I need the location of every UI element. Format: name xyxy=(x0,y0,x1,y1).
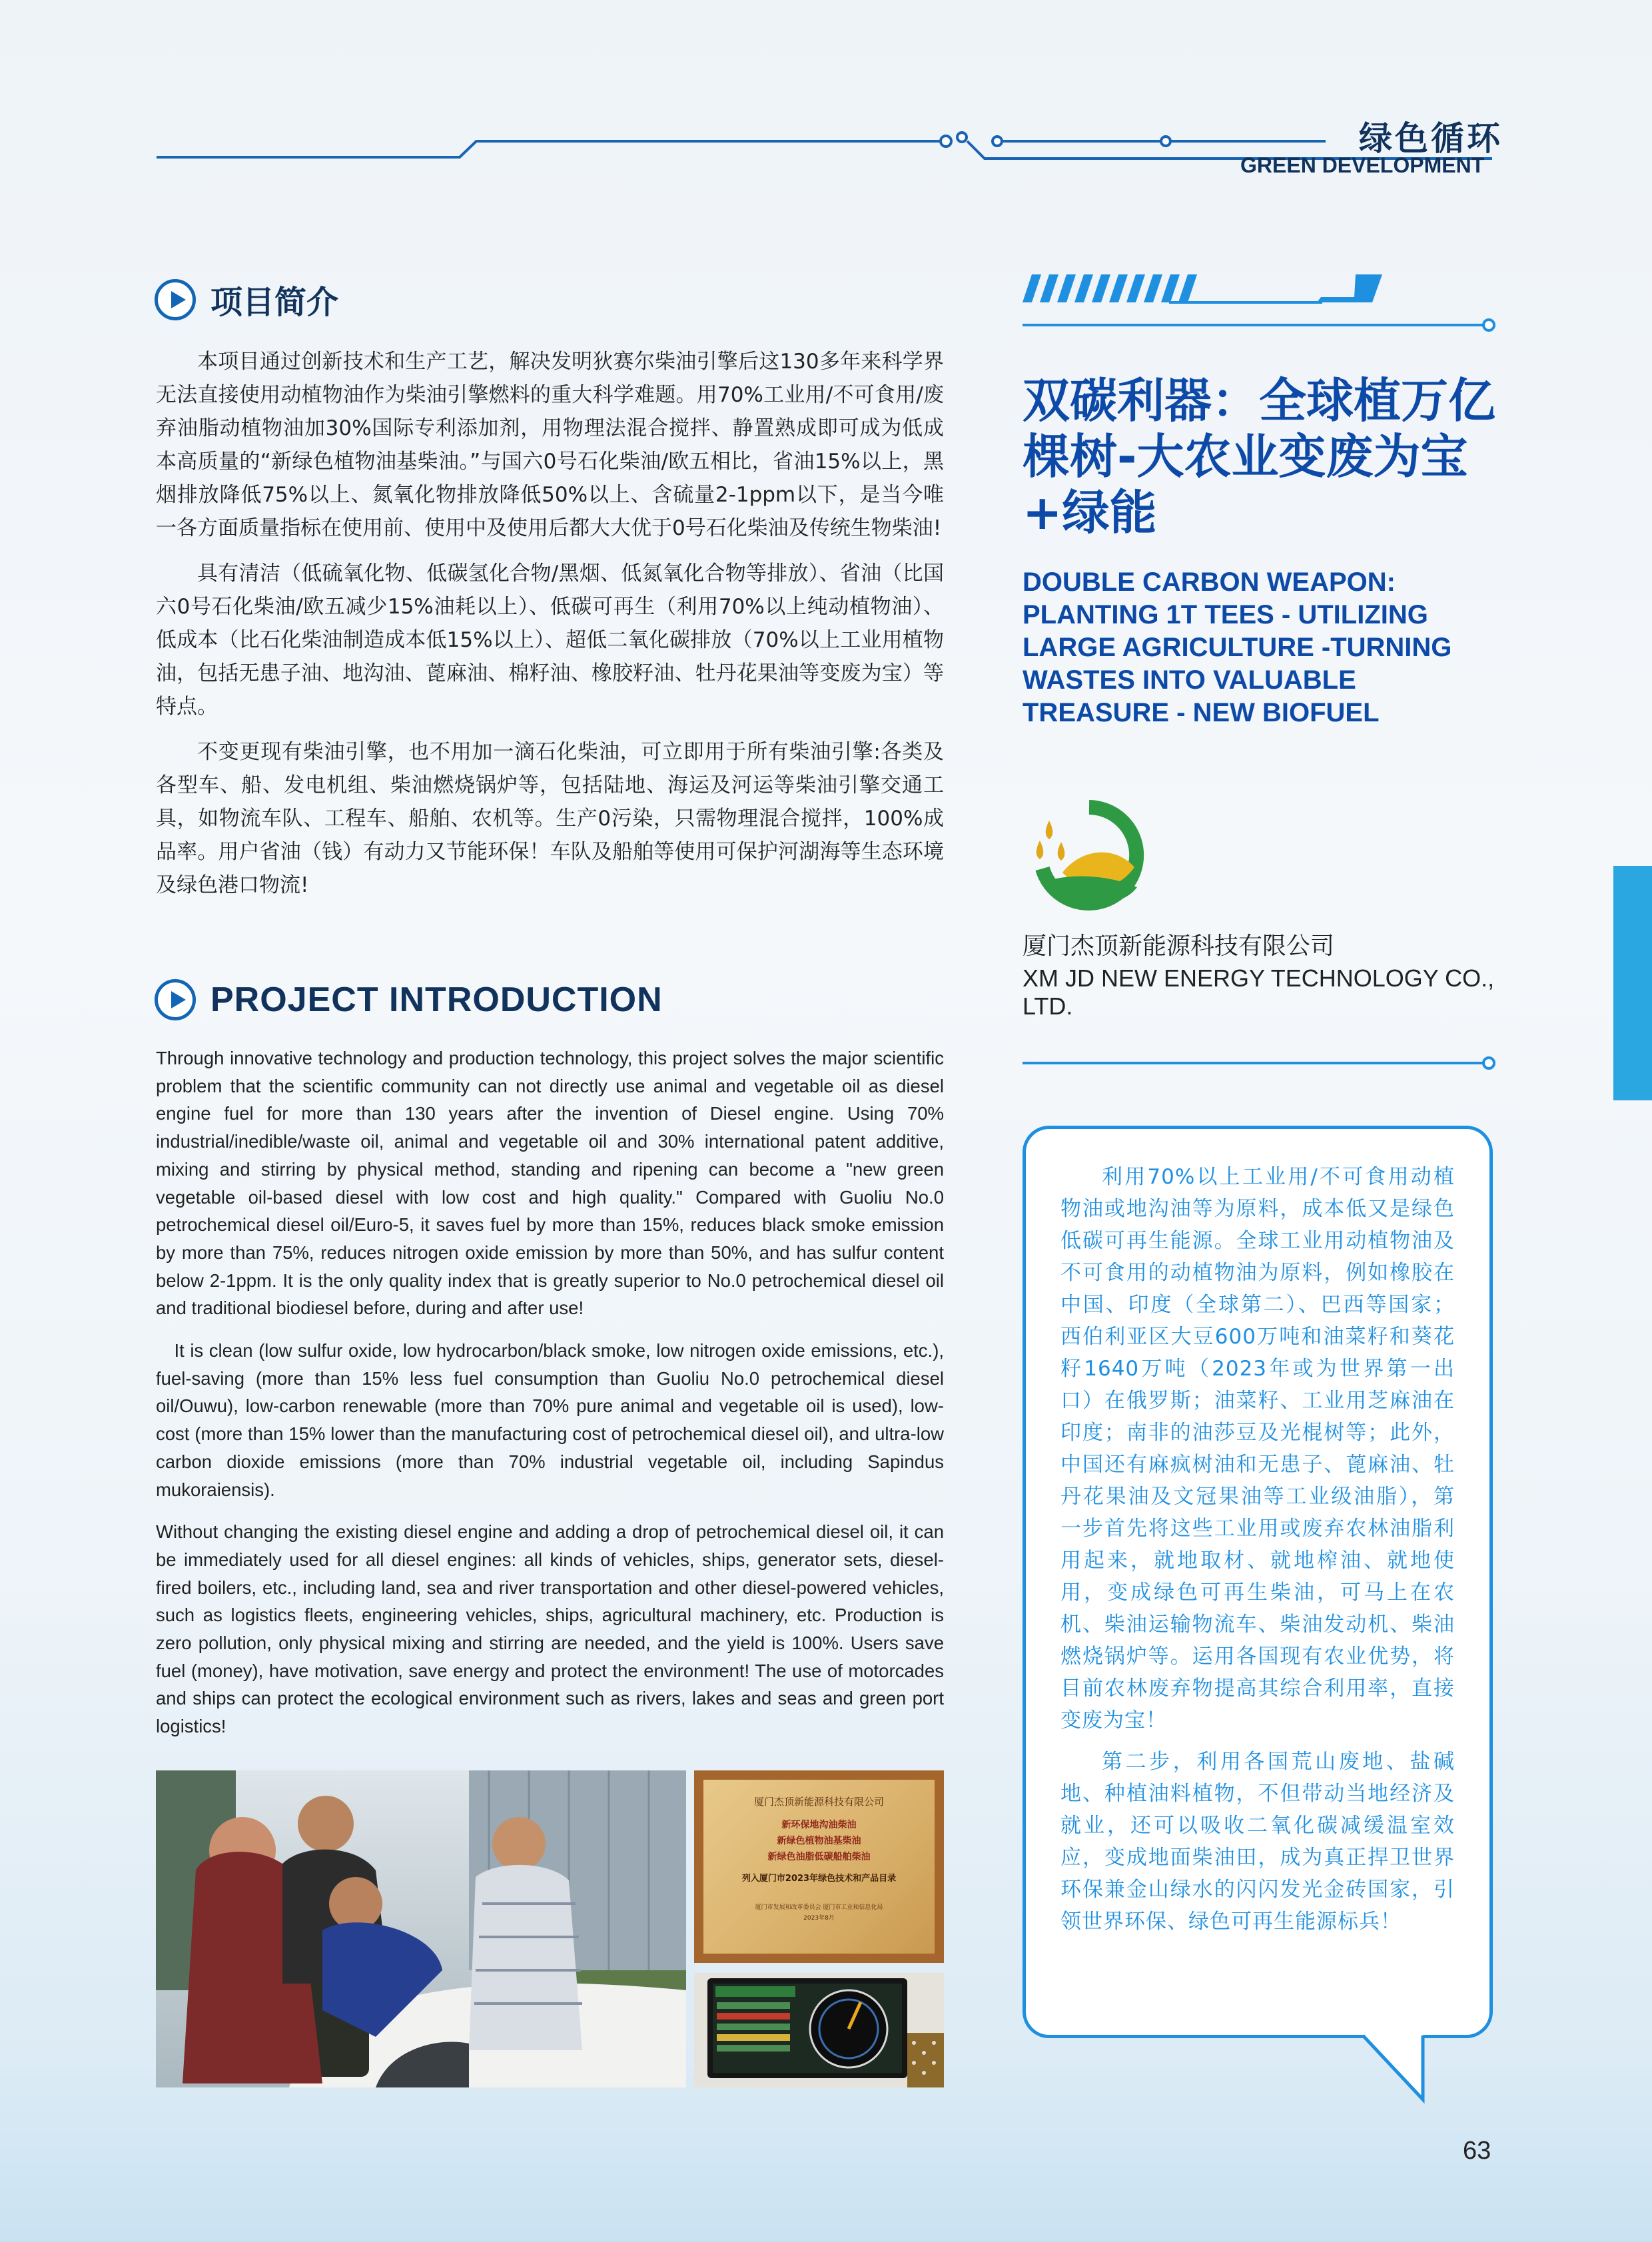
highlight-bubble xyxy=(1023,1126,1493,2038)
dashboard-monitor-photo xyxy=(694,1973,944,2087)
intro-en-heading xyxy=(155,979,663,1020)
company-name-cn: 厦门杰顶新能源科技有限公司 xyxy=(1023,933,1335,960)
section-title-cn: 绿色循环 xyxy=(1359,119,1503,158)
intro-cn-body xyxy=(156,345,944,914)
certificate-listing: 列入厦门市2023年绿色技术和产品目录 xyxy=(741,1874,897,1884)
certificate-date: 2023年8月 xyxy=(803,1915,835,1922)
intro-en-paragraph: Through innovative technology and production technology, this project solves the major scientific problem that the scientific community can not directly use animal and vegetable oil as diesel engine fuel for more than 130 years after the invention of Diesel engine. Using 70% industrial/inedible/waste oil, animal and vegetable oil and 30% international patent additive, mixing and stirring by physical method, standing and ripening can become a "new green vegetable oil-based diesel with low cost and high quality." Compared with Guoliu No.0 petrochemical diesel oil/Euro-5, it saves fuel by more than 15%, reduces black smoke emission by more than 75%, reduces nitrogen oxide emission by more than 50%, and has sulfur content below 2-1ppm. It is the only quality index that is greatly superior to No.0 petrochemical diesel oil and traditional biodiesel before, during and after use! xyxy=(156,1048,944,1319)
intro-cn-paragraph: 具有清洁（低硫氧化物、低碳氢化合物/黑烟、低氮氧化合物等排放）、省油（比国六0号石化柴油/欧五减少15%油耗以上）、低碳可再生（利用70%以上纯动植物油）、低成本（比石化柴油制造成本低15%以上）、超低二氧化碳排放（70%以上工业用植物油，包括无患子油、地沟油、蓖麻油、棉籽油、橡胶籽油、牡丹花果油等变废为宝）等特点。 xyxy=(156,561,944,719)
certificate-item: 新绿色油脂低碳船舶柴油 xyxy=(767,1852,871,1862)
intro-en-paragraph: Without changing the existing diesel engine and adding a drop of petrochemical diesel oil, it can be immediately used for all diesel engines: all kinds of vehicles, ships, generator sets, diesel-fired boilers, etc., including land, sea and river transportation and other diesel-powered vehicles, such as logistics fleets, engineering vehicles, ships, agricultural machinery, etc. Production is zero pollution, only physical mixing and stirring are needed, and the yield is 100%. Users save fuel (money), have motivation, save energy and protect the environment! The use of motorcades and ships can protect the ecological environment such as rivers, lakes and seas and green port logistics! xyxy=(156,1521,944,1737)
intro-cn-paragraph: 不变更现有柴油引擎，也不用加一滴石化柴油，可立即用于所有柴油引擎:各类及各型车、船、发电机组、柴油燃烧锅炉等，包括陆地、海运及河运等柴油引擎交通工具，如物流车队、工程车、船舶、农机等。生产0污染，只需物理混合搅拌，100%成品率。用户省油（钱）有动力又节能环保！车队及船舶等使用可保护河湖海等生态环境及绿色港口物流! xyxy=(156,740,944,897)
intro-en-body xyxy=(156,1044,944,1755)
section-title-en: GREEN DEVELOPMENT xyxy=(1240,153,1485,177)
title-stripes-ornament xyxy=(1023,272,1502,332)
play-circle-icon xyxy=(155,279,196,320)
bubble-paragraph: 第二步，利用各国荒山废地、盐碱地、种植油料植物，不但带动当地经济及就业，还可以吸收二氧化碳减缓温室效应，变成地面柴油田，成为真正捍卫世界环保兼金山绿水的闪闪发光金砖国家，引领世界环保、绿色可再生能源标兵！ xyxy=(1060,1750,1455,1934)
intro-cn-heading xyxy=(155,276,338,322)
intro-en-heading-text: PROJECT INTRODUCTION xyxy=(210,980,663,1019)
company-name-en: XM JD NEW ENERGY TECHNOLOGY CO., LTD. xyxy=(1023,964,1495,1020)
refuel-photo xyxy=(156,1770,686,2087)
certificate-company: 厦门杰顶新能源科技有限公司 xyxy=(753,1796,884,1808)
certificate-item: 新绿色植物油基柴油 xyxy=(777,1836,861,1846)
bubble-tail xyxy=(1359,2033,1439,2106)
certificate-issuer: 厦门市发展和改革委员会 厦门市工业和信息化局 xyxy=(755,1904,883,1911)
certificate-plaque xyxy=(694,1770,944,1963)
company-divider-line xyxy=(1023,1055,1502,1071)
side-color-tab xyxy=(1613,866,1652,1100)
intro-cn-paragraph: 本项目通过创新技术和生产工艺，解决发明狄赛尔柴油引擎后这130多年来科学界无法直接使用动植物油作为柴油引擎燃料的重大科学难题。用70%工业用/不可食用/废弃油脂动植物油加30%国际专利添加剂，用物理法混合搅拌、静置熟成即可成为低成本高质量的“新绿色植物油基柴油。”与国六0号石化柴油/欧五相比，省油15%以上，黑烟排放降低75%以上、氮氧化物排放降低50%以上、含硫量2-1ppm以下，是当今唯一各方面质量指标在使用前、使用中及使用后都大大优于0号石化柴油及传统生物柴油! xyxy=(156,350,944,540)
bubble-paragraph: 利用70%以上工业用/不可食用动植物油或地沟油等为原料，成本低又是绿色低碳可再生能源。全球工业用动植物油及不可食用的动植物油为原料，例如橡胶在中国、印度（全球第二）、巴西等国家；西伯利亚区大豆600万吨和油菜籽和葵花籽1640万吨（2023年或为世界第一出口）在俄罗斯；油菜籽、工业用芝麻油在印度；南非的油莎豆及光棍树等；此外，中国还有麻疯树油和无患子、蓖麻油、牡丹花果油及文冠果油等工业级油脂），第一步首先将这些工业用或废弃农林油脂利用起来，就地取材、就地榨油、就地使用，变成绿色可再生柴油，可马上在农机、柴油运输物流车、柴油发动机、柴油燃烧锅炉等。运用各国现有农业优势，将目前农林废弃物提高其综合利用率，直接变废为宝！ xyxy=(1060,1165,1455,1732)
company-logo xyxy=(1023,794,1149,914)
page-number: 63 xyxy=(1463,2137,1491,2165)
intro-cn-heading-text: 项目简介 xyxy=(210,284,339,321)
certificate-item: 新环保地沟油柴油 xyxy=(781,1820,857,1830)
intro-en-paragraph: It is clean (low sulfur oxide, low hydrocarbon/black smoke, low nitrogen oxide emissions, etc.), fuel-saving (more than 15% less fuel consumption than Guoliu No.0 petrochemical diesel oil/Ouwu), low-carbon renewable (more than 70% pure animal and vegetable oil is used), low-cost (more than 15% lower than the manufacturing cost of petrochemical diesel oil), and ultra-low carbon dioxide emissions (more than 70% industrial vegetable oil, including Sapindus mukoraiensis). xyxy=(156,1340,944,1500)
play-circle-icon xyxy=(155,979,196,1020)
feature-title-en: DOUBLE CARBON WEAPON: PLANTING 1T TEES - UTILIZING LARGE AGRICULTURE -TURNING WASTES INTO VALUABLE TREASURE - NEW BIOFUEL xyxy=(1023,567,1452,727)
feature-title-cn: 双碳利器：全球植万亿棵树-大农业变废为宝+绿能 xyxy=(1023,373,1496,540)
